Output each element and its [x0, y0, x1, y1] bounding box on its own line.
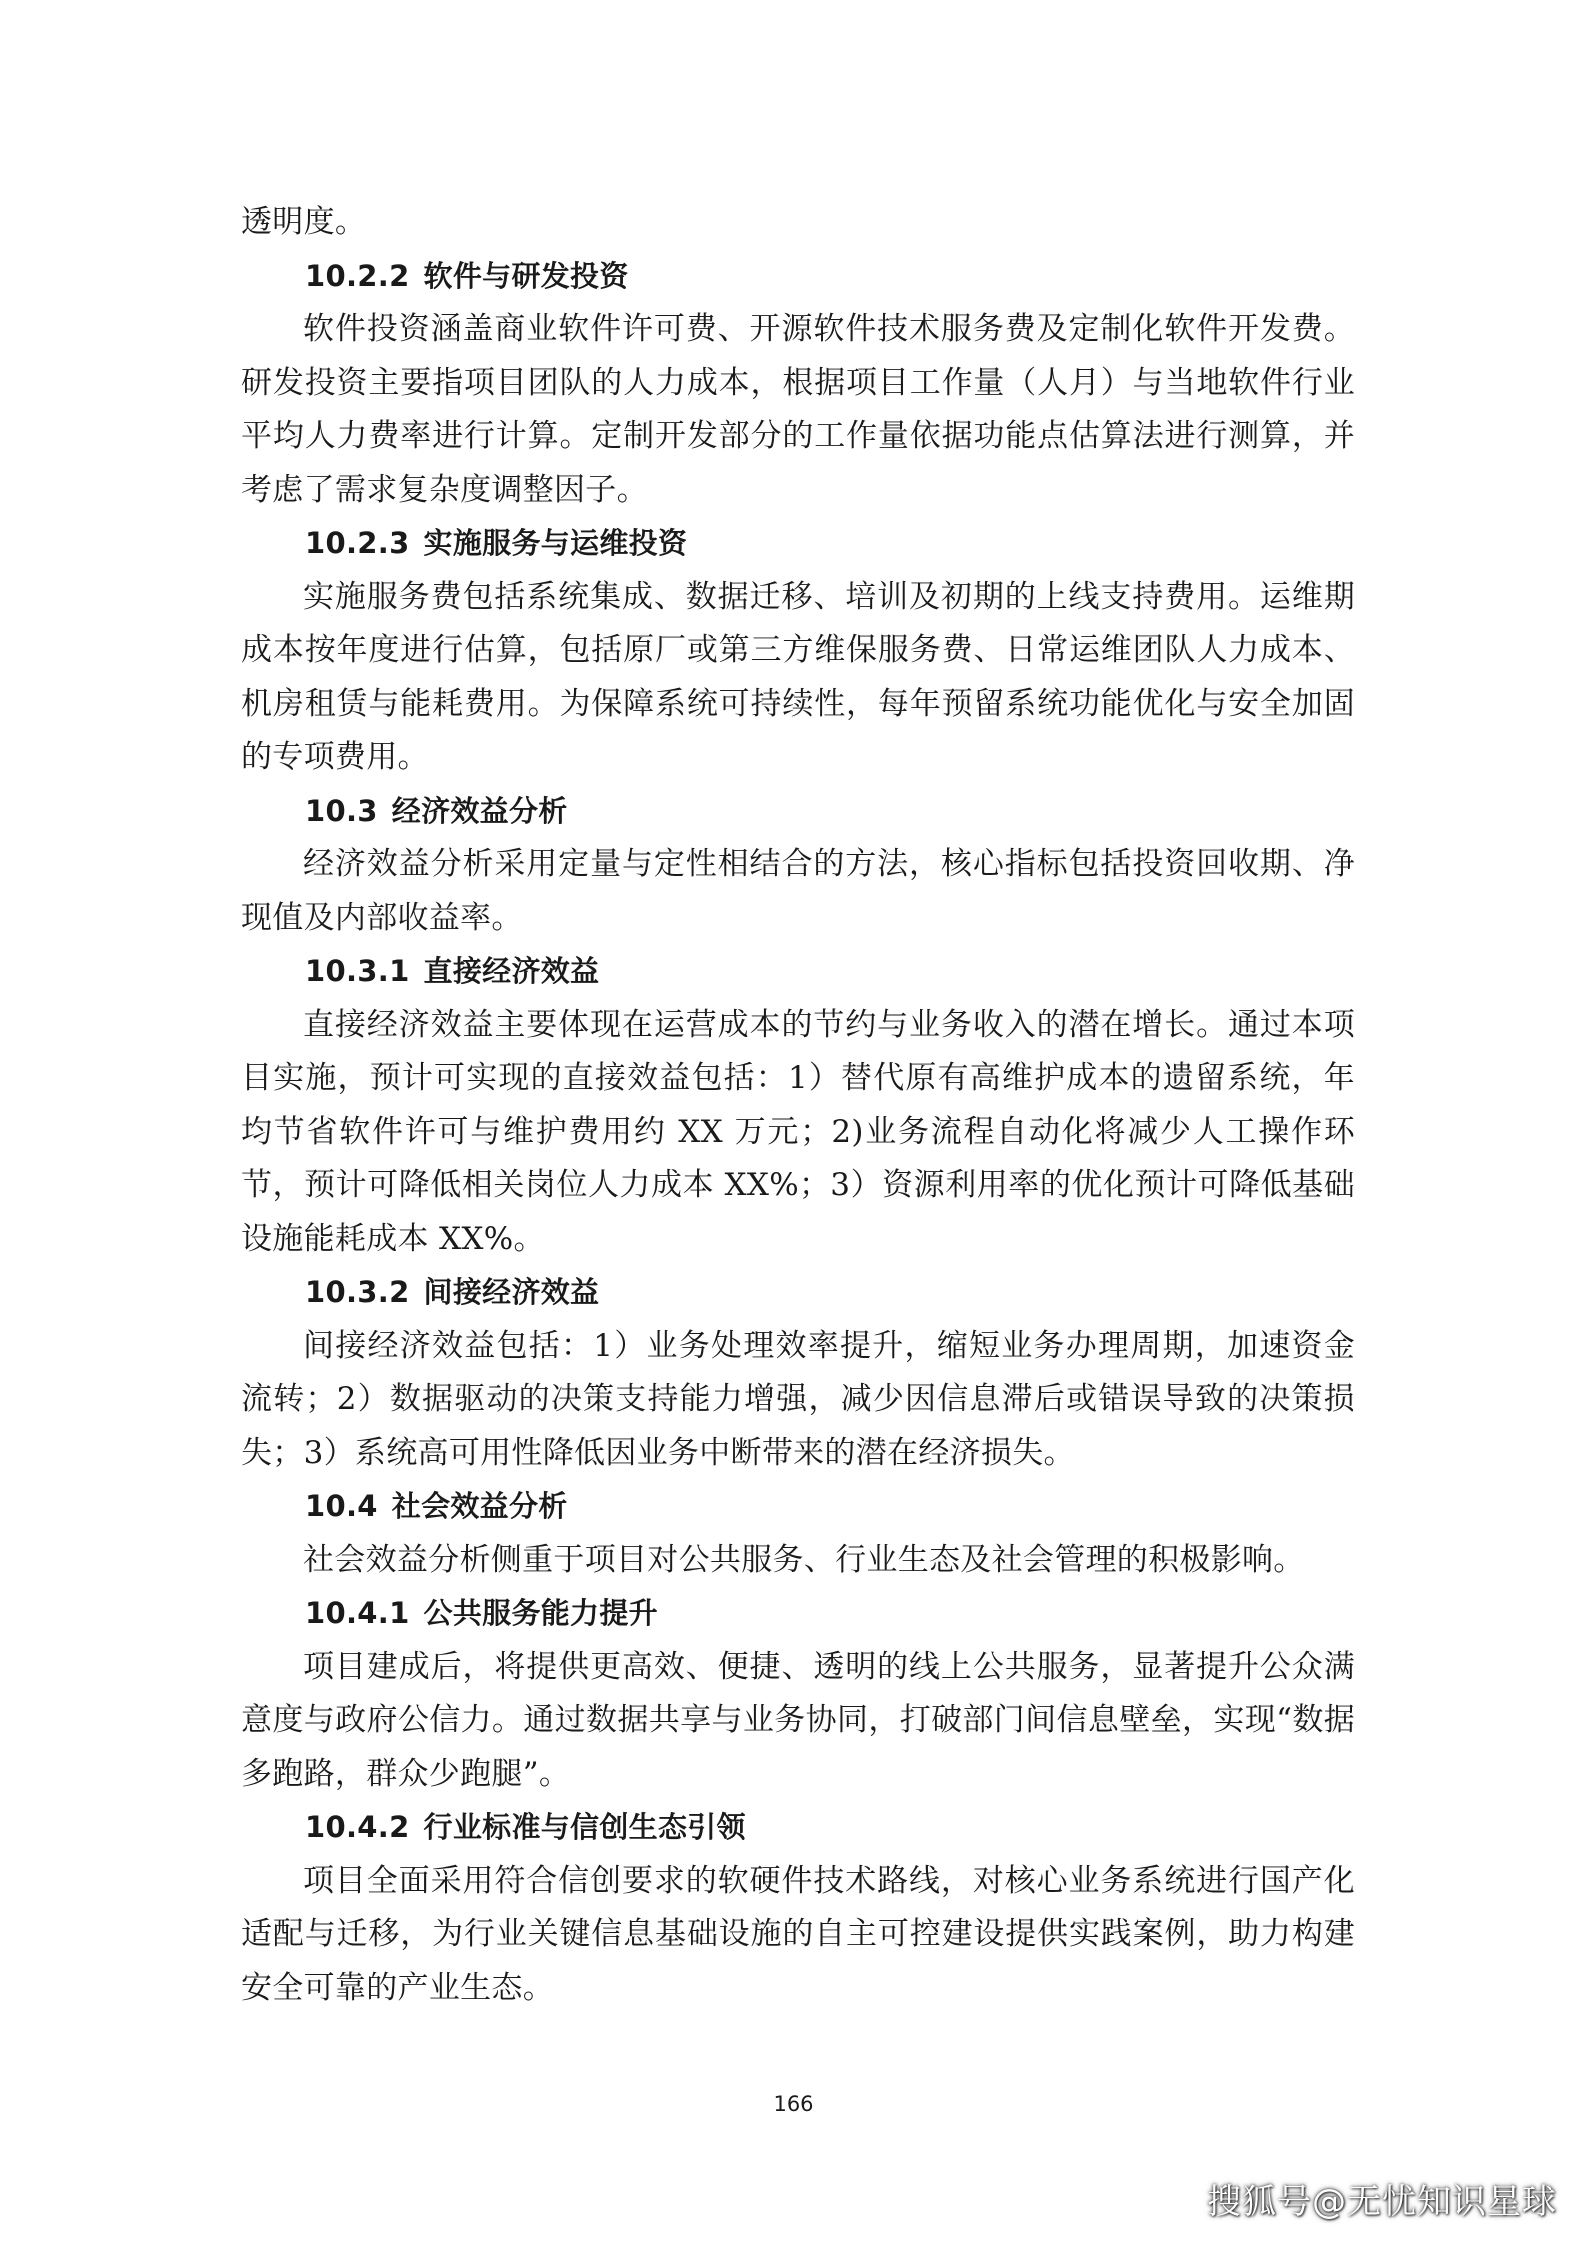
section-heading: [241, 1480, 1355, 1534]
body-paragraph: 透明度。: [241, 204, 367, 240]
section-number: 10.2.3: [305, 526, 410, 560]
section-heading: [241, 1801, 1355, 1855]
section-heading: [241, 785, 1355, 839]
document-body: [241, 196, 1355, 2015]
body-paragraph: 经济效益分析采用定量与定性相结合的方法，核心指标包括投资回收期、净现值及内部收益率。: [241, 846, 1355, 936]
body-paragraph: 实施服务费包括系统集成、数据迁移、培训及初期的上线支持费用。运维期成本按年度进行估算，包括原厂或第三方维保服务费、日常运维团队人力成本、机房租赁与能耗费用。为保障系统可持续性，每年预留系统功能优化与安全加固的专项费用。: [241, 578, 1355, 775]
body-paragraph: 社会效益分析侧重于项目对公共服务、行业生态及社会管理的积极影响。: [303, 1541, 1305, 1578]
body-paragraph: 软件投资涵盖商业软件许可费、开源软件技术服务费及定制化软件开发费。研发投资主要指项目团队的人力成本，根据项目工作量（人月）与当地软件行业平均人力费率进行计算。定制开发部分的工作量依据功能点估算法进行测算，并考虑了需求复杂度调整因子。: [241, 311, 1355, 508]
section-title: 直接经济效益: [423, 954, 600, 988]
section-title: 行业标准与信创生态引领: [423, 1810, 746, 1844]
source-watermark: 搜狐号@无忧知识星球: [1207, 2182, 1557, 2222]
body-paragraph: 间接经济效益包括：1）业务处理效率提升，缩短业务办理周期，加速资金流转；2）数据驱动的决策支持能力增强，减少因信息滞后或错误导致的决策损失；3）系统高可用性降低因业务中断带来的潜在经济损失。: [241, 1327, 1355, 1471]
section-title: 社会效益分析: [391, 1489, 568, 1523]
section-number: 10.3: [305, 793, 378, 828]
section-title: 实施服务与运维投资: [423, 526, 688, 560]
section-title: 经济效益分析: [391, 793, 568, 828]
section-title: 公共服务能力提升: [423, 1596, 658, 1630]
section-heading: [241, 1587, 1355, 1641]
section-number: 10.2.2: [305, 258, 410, 293]
section-heading: [241, 945, 1355, 999]
section-heading: [241, 1266, 1355, 1320]
body-paragraph: 直接经济效益主要体现在运营成本的节约与业务收入的潜在增长。通过本项目实施，预计可实现的直接效益包括：1）替代原有高维护成本的遗留系统，年均节省软件许可与维护费用约 XX 万元；2)业务流程自动化将减少人工操作环节，预计可降低相关岗位人力成本 XX%；3）资源利用率的优化预计可降低基础设施能耗成本 XX%。: [241, 1006, 1355, 1257]
section-number: 10.4.2: [305, 1810, 410, 1844]
page-number: 166: [773, 2092, 814, 2116]
section-number: 10.3.2: [305, 1275, 410, 1309]
section-number: 10.4: [305, 1489, 378, 1523]
body-paragraph: 项目建成后，将提供更高效、便捷、透明的线上公共服务，显著提升公众满意度与政府公信力。通过数据共享与业务协同，打破部门间信息壁垒，实现“数据多跑路，群众少跑腿”。: [241, 1648, 1355, 1792]
section-title: 软件与研发投资: [423, 258, 629, 293]
section-number: 10.4.1: [305, 1596, 410, 1630]
section-heading: [241, 517, 1355, 571]
section-title: 间接经济效益: [423, 1275, 600, 1309]
body-paragraph: 项目全面采用符合信创要求的软硬件技术路线，对核心业务系统进行国产化适配与迁移，为行业关键信息基础设施的自主可控建设提供实践案例，助力构建安全可靠的产业生态。: [241, 1862, 1355, 2006]
section-heading: [241, 250, 1355, 304]
section-number: 10.3.1: [305, 954, 410, 988]
